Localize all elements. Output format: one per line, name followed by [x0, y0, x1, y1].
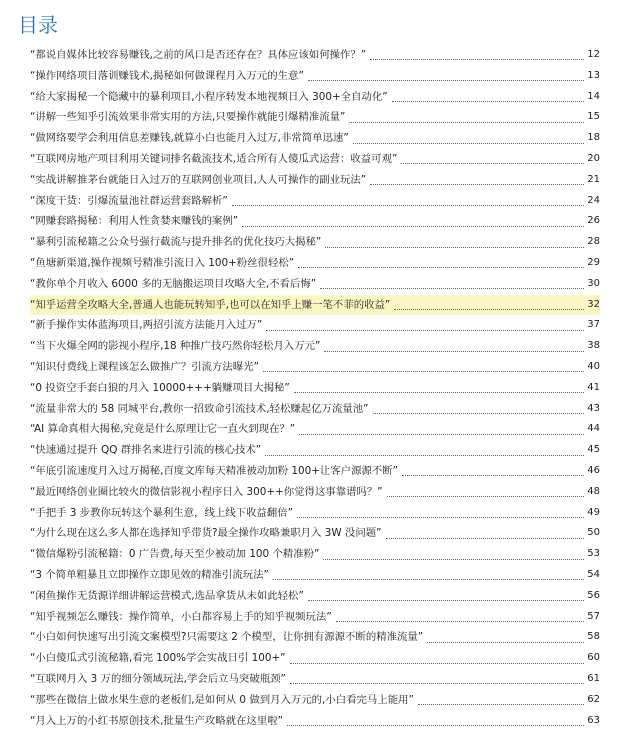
toc-page-number: 30 — [586, 274, 600, 295]
toc-entry-title: “小白傻瓜式引流秘籍,看完 100%学会实战日引 100+” — [30, 648, 288, 669]
toc-page-number: 28 — [586, 232, 600, 253]
toc-dot-leader — [308, 79, 584, 81]
toc-page-number: 58 — [586, 627, 600, 648]
toc-entry[interactable] — [30, 627, 600, 648]
toc-dot-leader — [325, 246, 584, 248]
toc-entry[interactable] — [30, 87, 600, 108]
toc-page-number: 44 — [586, 419, 600, 440]
toc-page-number: 48 — [586, 482, 600, 503]
toc-entry[interactable] — [30, 607, 600, 628]
toc-entry[interactable] — [30, 357, 600, 378]
toc-entry-title: “网赚套路揭秘：利用人性贪婪来赚钱的案例” — [30, 211, 240, 232]
toc-dot-leader — [336, 620, 584, 622]
toc-dot-leader — [308, 599, 584, 601]
toc-entry[interactable] — [30, 523, 600, 544]
toc-dot-leader — [320, 287, 584, 289]
toc-entry[interactable] — [30, 45, 600, 66]
toc-entry[interactable] — [30, 295, 600, 316]
toc-dot-leader — [370, 183, 584, 185]
toc-page-number: 40 — [586, 357, 600, 378]
toc-entry[interactable] — [30, 669, 600, 690]
toc-entry-title: “讲解一些知乎引流效果非常实用的方法,只要操作就能引爆精准流量” — [30, 107, 347, 128]
toc-entry-title: “微信爆粉引流秘籍：0 广告费,每天至少被动加 100 个精准粉” — [30, 544, 321, 565]
toc-page-number: 43 — [586, 399, 600, 420]
toc-entry-title: “流量非常大的 58 同城平台,教你一招致命引流技术,轻松赚起亿万流量池” — [30, 399, 371, 420]
toc-page-number: 18 — [586, 128, 600, 149]
toc-entry-title: “教你单个月收入 6000 多的无脑搬运项目攻略大全,不看后悔” — [30, 274, 318, 295]
toc-dot-leader — [427, 641, 584, 643]
toc-dot-leader — [287, 724, 584, 726]
toc-entry-title: “操作网络项目落训赚钱术,揭秘如何做课程月入万元的生意” — [30, 66, 306, 87]
toc-entry-title: “闲鱼操作无货源详细讲解运营模式,选品拿货从未如此轻松” — [30, 586, 306, 607]
toc-entry[interactable] — [30, 232, 600, 253]
toc-page-number: 26 — [586, 211, 600, 232]
toc-title: 目录 — [18, 11, 58, 39]
toc-page-number: 49 — [586, 503, 600, 524]
toc-entry-title: “都说自媒体比较容易赚钱,之前的风口是否还存在？具体应该如何操作？” — [30, 45, 368, 66]
toc-entry-title: “手把手 3 步教你玩转这个暴利生意，线上线下收益翻倍” — [30, 503, 295, 524]
toc-dot-leader — [265, 454, 584, 456]
toc-entry[interactable] — [30, 711, 600, 731]
toc-dot-leader — [297, 516, 584, 518]
toc-dot-leader — [349, 121, 584, 123]
toc-entry[interactable] — [30, 482, 600, 503]
toc-page-number: 12 — [586, 45, 600, 66]
toc-entry[interactable] — [30, 274, 600, 295]
toc-entry-title: “当下火爆全网的影视小程序,18 种推广技巧然你轻松月入万元” — [30, 336, 322, 357]
toc-dot-leader — [232, 204, 584, 206]
toc-entry[interactable] — [30, 399, 600, 420]
toc-page-number: 20 — [586, 149, 600, 170]
toc-dot-leader — [273, 578, 584, 580]
toc-page-number: 37 — [586, 315, 600, 336]
toc-entry-title: “实战讲解推茅台就能日入过万的互联网创业项目,人人可操作的副业玩法” — [30, 170, 368, 191]
toc-entry-title: “为什么现在这么多人都在选择知乎带货?最全操作攻略兼职月入 3W 没问题” — [30, 523, 384, 544]
toc-page-number: 38 — [586, 336, 600, 357]
toc-entry[interactable] — [30, 565, 600, 586]
toc-entry-title: “3 个简单粗暴且立即操作立即见效的精准引流玩法” — [30, 565, 271, 586]
toc-dot-leader — [242, 225, 584, 227]
toc-dot-leader — [263, 370, 584, 372]
toc-entry[interactable] — [30, 66, 600, 87]
toc-dot-leader — [402, 474, 584, 476]
toc-entry-title: “AI 算命真相大揭秘,究竟是什么原理让它一直火到现在？” — [30, 419, 297, 440]
toc-entry-title: “知乎视频怎么赚钱：操作简单，小白都容易上手的知乎视频玩法” — [30, 607, 334, 628]
toc-page-number: 50 — [586, 523, 600, 544]
toc-entry-title: “小白如何快速写出引流文案模型?只需要这 2 个模型，让你拥有源源不断的精准流量” — [30, 627, 425, 648]
toc-dot-leader — [299, 433, 584, 435]
toc-list — [30, 45, 600, 731]
toc-dot-leader — [353, 142, 584, 144]
toc-entry-title: “0 投资空手套白狼的月入 10000+++躺赚项目大揭秘” — [30, 378, 292, 399]
toc-entry-title: “快速通过提升 QQ 群排名来进行引流的核心技术” — [30, 440, 263, 461]
toc-entry-title: “鱼塘新渠道,操作视频号精准引流日入 100+粉丝很轻松” — [30, 253, 296, 274]
toc-entry-title: “最近网络创业圈比较火的微信影视小程序日入 300++你觉得这事靠谱吗？” — [30, 482, 385, 503]
toc-page-number: 13 — [586, 66, 600, 87]
toc-page-number: 54 — [586, 565, 600, 586]
toc-entry[interactable] — [30, 191, 600, 212]
toc-entry[interactable] — [30, 461, 600, 482]
toc-dot-leader — [392, 100, 584, 102]
toc-dot-leader — [294, 391, 584, 393]
toc-page-number: 29 — [586, 253, 600, 274]
toc-entry[interactable] — [30, 211, 600, 232]
toc-page-number: 15 — [586, 107, 600, 128]
toc-entry-title: “年底引流速度月入过万揭秘,百度文库每天精准被动加粉 100+让客户源源不断” — [30, 461, 400, 482]
toc-entry-title: “暴利引流秘籍之公众号强行截流与提升排名的优化技巧大揭秘” — [30, 232, 323, 253]
toc-entry[interactable] — [30, 253, 600, 274]
toc-page-number: 60 — [586, 648, 600, 669]
toc-page-number: 63 — [586, 711, 600, 731]
toc-entry[interactable] — [30, 315, 600, 336]
toc-page-number: 62 — [586, 690, 600, 711]
toc-page-number: 21 — [586, 170, 600, 191]
toc-entry-title: “月入上万的小红书原创技术,批量生产攻略就在这里啦” — [30, 711, 285, 731]
toc-entry-title: “互联网月入 3 万的细分领域玩法,学会后立马突破瓶颈” — [30, 669, 288, 690]
toc-page-number: 61 — [586, 669, 600, 690]
toc-entry-title: “给大家揭秘一个隐藏中的暴利项目,小程序转发本地视频日入 300+全自动化” — [30, 87, 390, 108]
toc-entry[interactable] — [30, 170, 600, 191]
toc-dot-leader — [373, 412, 584, 414]
toc-entry-title: “深度干货：引爆流量池社群运营套路解析” — [30, 191, 230, 212]
toc-dot-leader — [370, 58, 584, 60]
toc-entry-title: “知乎运营全攻略大全,普通人也能玩转知乎,也可以在知乎上赚一笔不菲的收益” — [30, 295, 392, 316]
toc-entry-title: “知识付费线上课程该怎么做推广？引流方法曝光” — [30, 357, 261, 378]
toc-page-number: 56 — [586, 586, 600, 607]
toc-dot-leader — [394, 308, 584, 310]
toc-entry[interactable] — [30, 586, 600, 607]
toc-entry[interactable] — [30, 107, 600, 128]
toc-entry[interactable] — [30, 648, 600, 669]
toc-entry-title: “新手操作实体蓝海项目,两招引流方法能月入过万” — [30, 315, 264, 336]
toc-page-number: 45 — [586, 440, 600, 461]
toc-entry[interactable] — [30, 419, 600, 440]
toc-dot-leader — [324, 350, 584, 352]
toc-dot-leader — [401, 162, 584, 164]
toc-page-number: 57 — [586, 607, 600, 628]
toc-entry[interactable] — [30, 440, 600, 461]
toc-page-number: 41 — [586, 378, 600, 399]
toc-dot-leader — [290, 682, 584, 684]
toc-entry[interactable] — [30, 149, 600, 170]
toc-entry[interactable] — [30, 128, 600, 149]
toc-entry[interactable] — [30, 378, 600, 399]
toc-page-number: 53 — [586, 544, 600, 565]
toc-entry[interactable] — [30, 503, 600, 524]
toc-page-number: 46 — [586, 461, 600, 482]
toc-dot-leader — [387, 495, 584, 497]
toc-page-number: 32 — [586, 295, 600, 316]
toc-page-number: 14 — [586, 87, 600, 108]
toc-dot-leader — [298, 266, 584, 268]
toc-entry[interactable] — [30, 690, 600, 711]
toc-dot-leader — [323, 558, 584, 560]
toc-entry-title: “做网络要学会利用信息差赚钱,就算小白也能月入过万,非常简单迅速” — [30, 128, 351, 149]
toc-entry-title: “互联网房地产项目利用关键词排名截流技术,适合所有人傻瓜式运营：收益可观” — [30, 149, 399, 170]
toc-entry[interactable] — [30, 336, 600, 357]
toc-dot-leader — [266, 329, 584, 331]
toc-entry[interactable] — [30, 544, 600, 565]
toc-dot-leader — [386, 537, 585, 539]
toc-entry-title: “那些在微信上做水果生意的老板们,是如何从 0 做到月入万元的,小白看完马上能用” — [30, 690, 416, 711]
toc-dot-leader — [418, 703, 584, 705]
toc-page-number: 24 — [586, 191, 600, 212]
